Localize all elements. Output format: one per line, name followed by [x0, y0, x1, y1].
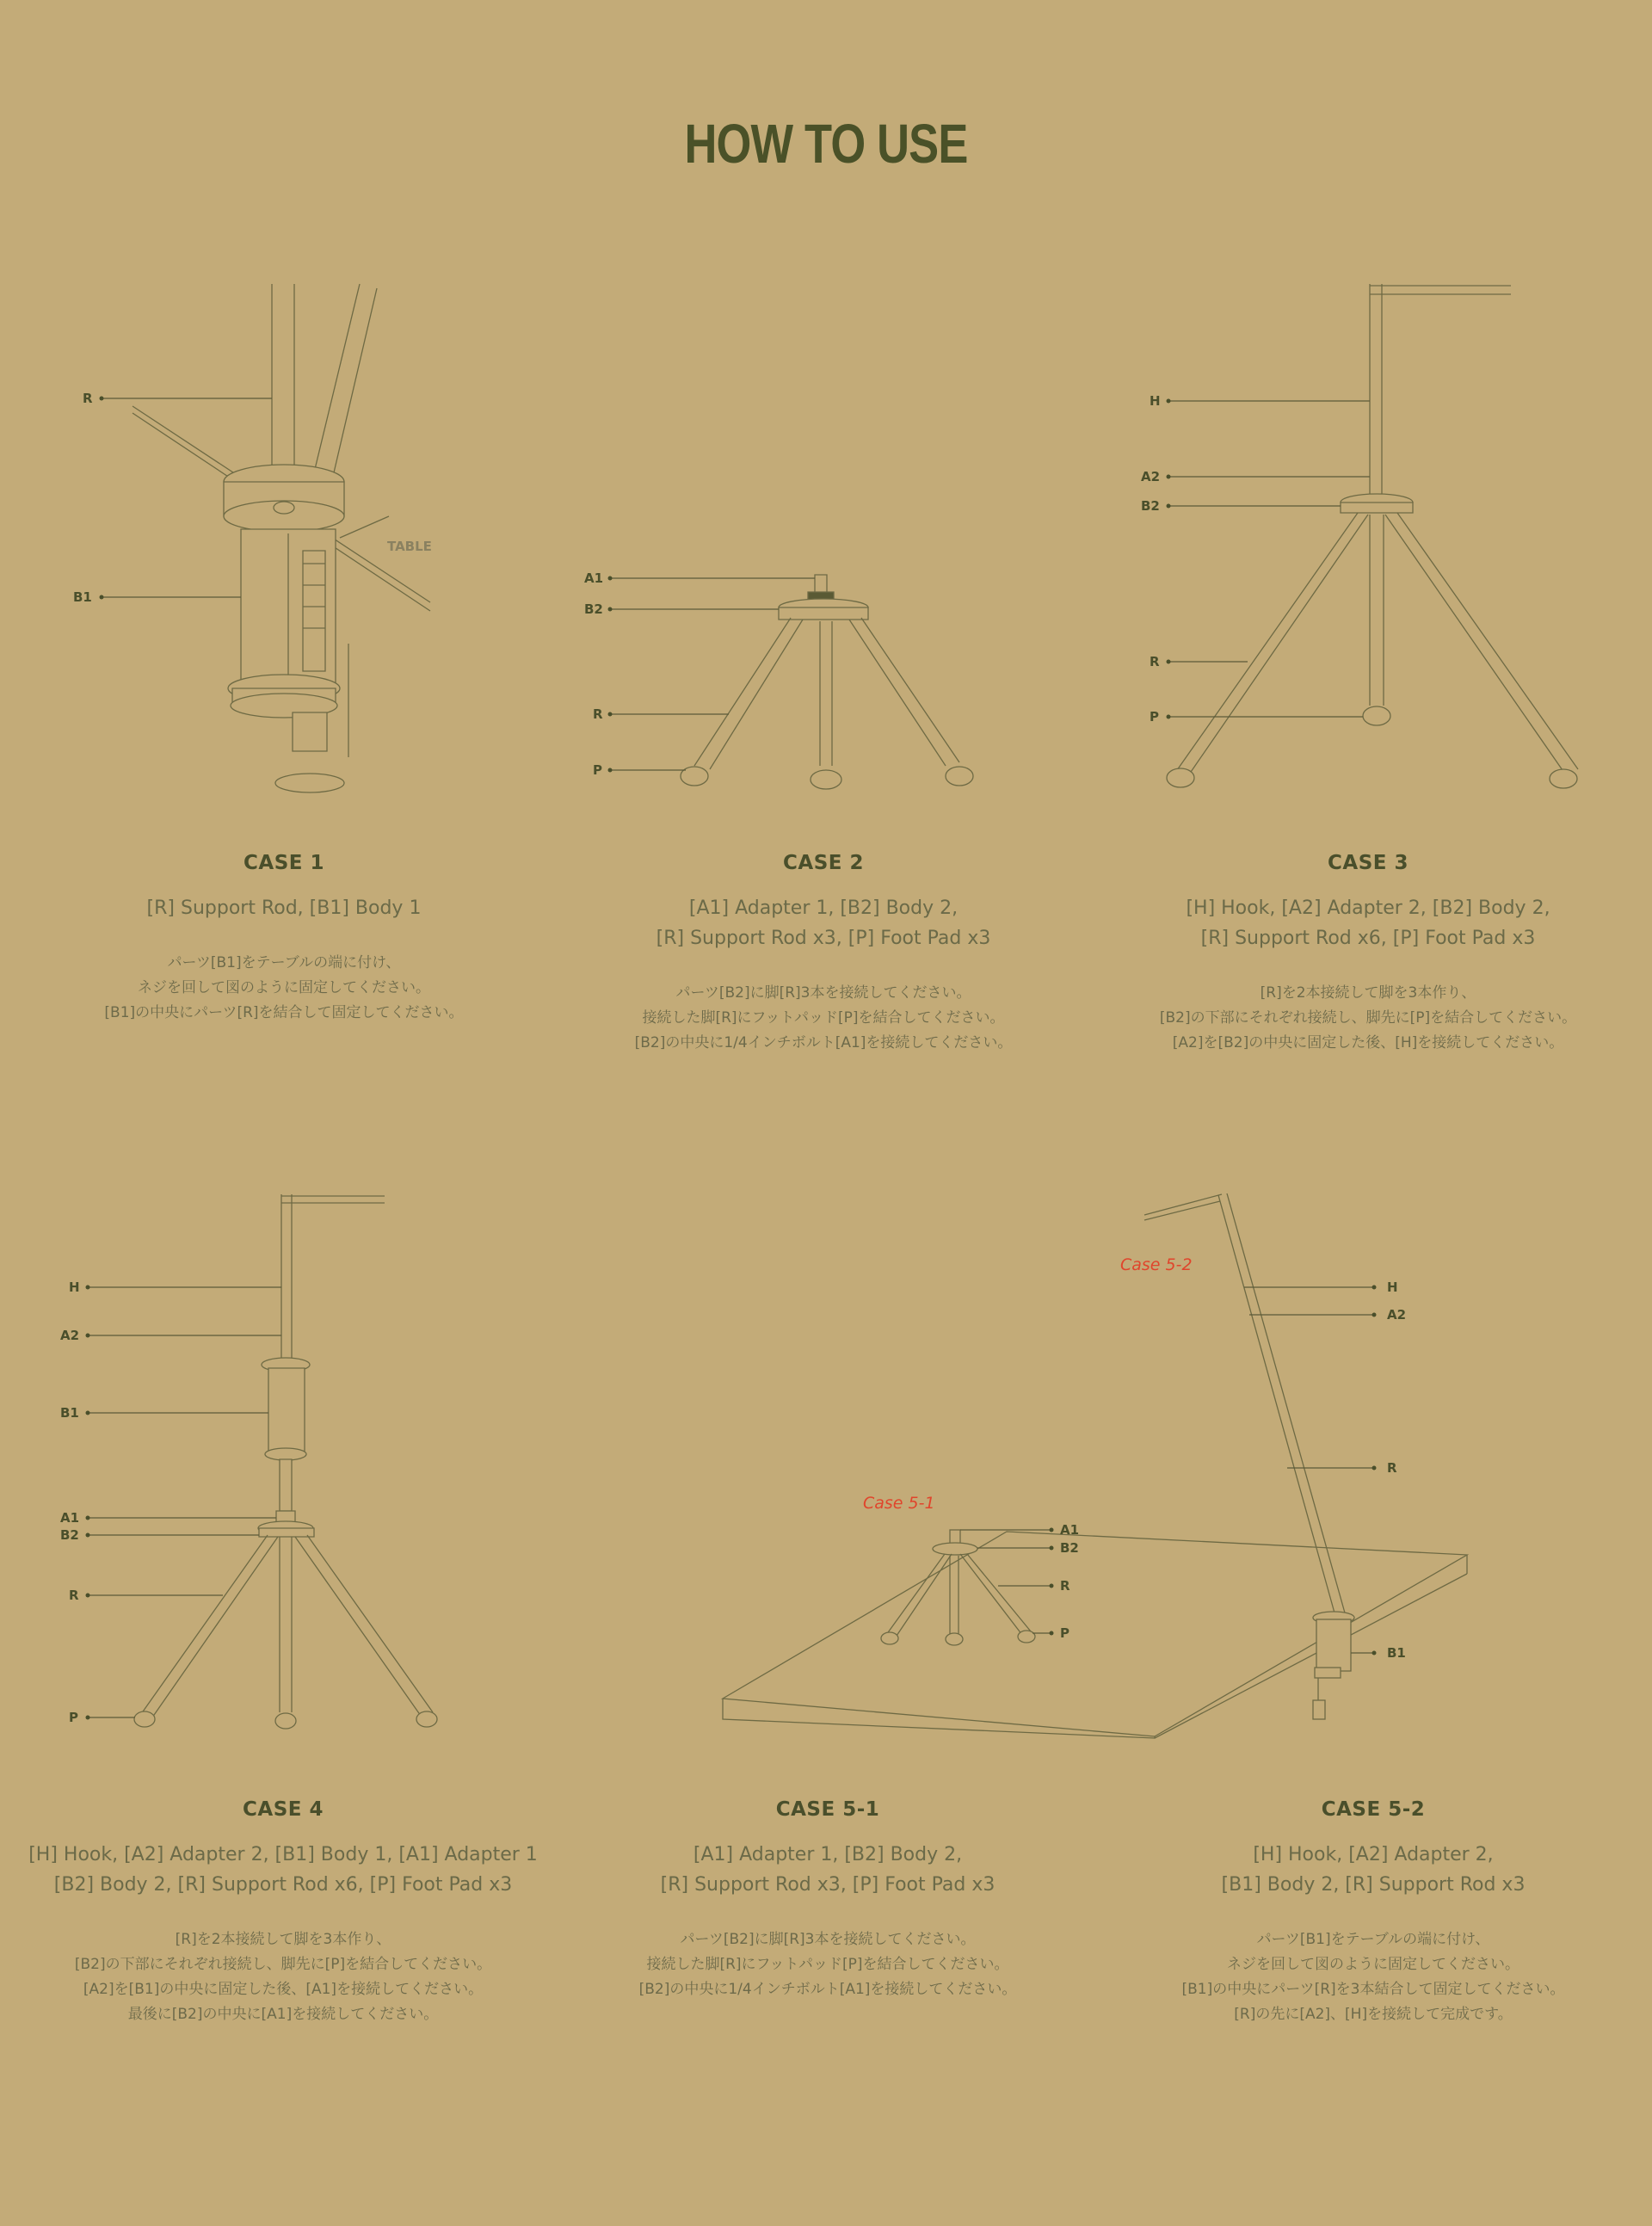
case-title: CASE 1: [243, 852, 324, 874]
case-2-label-p: P: [593, 762, 602, 778]
case-5-2-label-b1: B1: [1387, 1645, 1406, 1661]
case-instructions: パーツ[B1]をテーブルの端に付け、 ネジを回して図のように固定してください。 [B1]の中央にパーツ[R]を結合して固定してください。: [104, 954, 464, 1021]
page-title: HOW TO USE: [684, 113, 968, 175]
case-4-label-r: R: [69, 1588, 79, 1603]
case-5-1-label-p: P: [1060, 1625, 1069, 1641]
case-title: CASE 2: [783, 852, 864, 874]
case-4-label-b1: B1: [60, 1405, 79, 1421]
case-4-label-a2: A2: [60, 1328, 80, 1343]
case-5-1-label-b2: B2: [1060, 1540, 1079, 1556]
case-3-illustration: [1110, 0, 1626, 860]
case-1-label-b1: B1: [73, 589, 92, 605]
case-parts-list: [H] Hook, [A2] Adapter 2, [B1] Body 1, [A1] Adapter 1 [B2] Body 2, [R] Support Rod x6, [P] Foot Pad x3: [28, 1844, 538, 1896]
case-5-2-tag: Case 5-2: [1120, 1255, 1193, 1274]
case-title: CASE 3: [1328, 852, 1409, 874]
case-4-label-h: H: [69, 1279, 80, 1295]
case-instructions: [R]を2本接続して脚を3本作り、 [B2]の下部にそれぞれ接続し、脚先に[P]を結合してください。 [A2]を[B2]の中央に固定した後、[H]を接続してください。: [1159, 984, 1577, 1051]
case-parts-list: [H] Hook, [A2] Adapter 2, [B1] Body 2, [R] Support Rod x3: [1221, 1844, 1526, 1896]
case-5-1-label-a1: A1: [1060, 1522, 1080, 1538]
case-5-illustration: [0, 1170, 1652, 1773]
case-5-1-label-r: R: [1060, 1578, 1070, 1594]
case-5-2-label-h: H: [1387, 1279, 1398, 1295]
case-3-label-r: R: [1150, 654, 1160, 669]
case-3-label-a2: A2: [1141, 469, 1161, 484]
case-parts-list: [H] Hook, [A2] Adapter 2, [B2] Body 2, [R] Support Rod x6, [P] Foot Pad x3: [1186, 897, 1550, 949]
case-title: CASE 4: [243, 1798, 324, 1821]
case-2-label-b2: B2: [584, 601, 603, 617]
case-parts-list: [R] Support Rod, [B1] Body 1: [146, 897, 422, 919]
case-instructions: パーツ[B2]に脚[R]3本を接続してください。 接続した脚[R]にフットパッド[P]を結合してください。 [B2]の中央に1/4インチボルト[A1]を接続してください。: [634, 984, 1013, 1051]
case-5-2-label-r: R: [1387, 1460, 1397, 1476]
case-instructions: パーツ[B2]に脚[R]3本を接続してください。 接続した脚[R]にフットパッド[P]を結合してください。 [B2]の中央に1/4インチボルト[A1]を接続してください。: [638, 1931, 1017, 1998]
case-instructions: [R]を2本接続して脚を3本作り、 [B2]の下部にそれぞれ接続し、脚先に[P]を結合してください。 [A2]を[B1]の中央に固定した後、[A1]を接続してください。 最後に[B2]の中央に[A1]を接続してください。: [74, 1931, 492, 2023]
case-4-label-p: P: [69, 1710, 78, 1725]
case-title: CASE 5-2: [1321, 1798, 1426, 1821]
case-4-label-b2: B2: [60, 1527, 79, 1543]
case-3-label-p: P: [1150, 709, 1159, 725]
case-1-illustration: [26, 0, 542, 860]
case-parts-list: [A1] Adapter 1, [B2] Body 2, [R] Support Rod x3, [P] Foot Pad x3: [656, 897, 991, 949]
case-1-label-table: TABLE: [387, 539, 432, 554]
case-2-illustration: [565, 0, 1082, 860]
case-5-1-tag: Case 5-1: [863, 1494, 935, 1513]
case-3-label-h: H: [1150, 393, 1161, 409]
case-5-2-label-a2: A2: [1387, 1307, 1407, 1323]
case-3-label-b2: B2: [1141, 498, 1160, 514]
case-2-label-r: R: [593, 706, 603, 722]
case-title: CASE 5-1: [775, 1798, 880, 1821]
case-2-label-a1: A1: [584, 570, 604, 586]
case-parts-list: [A1] Adapter 1, [B2] Body 2, [R] Support Rod x3, [P] Foot Pad x3: [660, 1844, 996, 1896]
case-1-label-r: R: [83, 391, 93, 406]
case-instructions: パーツ[B1]をテーブルの端に付け、 ネジを回して図のように固定してください。 [B1]の中央にパーツ[R]を3本結合して固定してください。 [R]の先に[A2]、[H]を接続して完成です。: [1181, 1931, 1565, 2023]
case-4-label-a1: A1: [60, 1510, 80, 1526]
